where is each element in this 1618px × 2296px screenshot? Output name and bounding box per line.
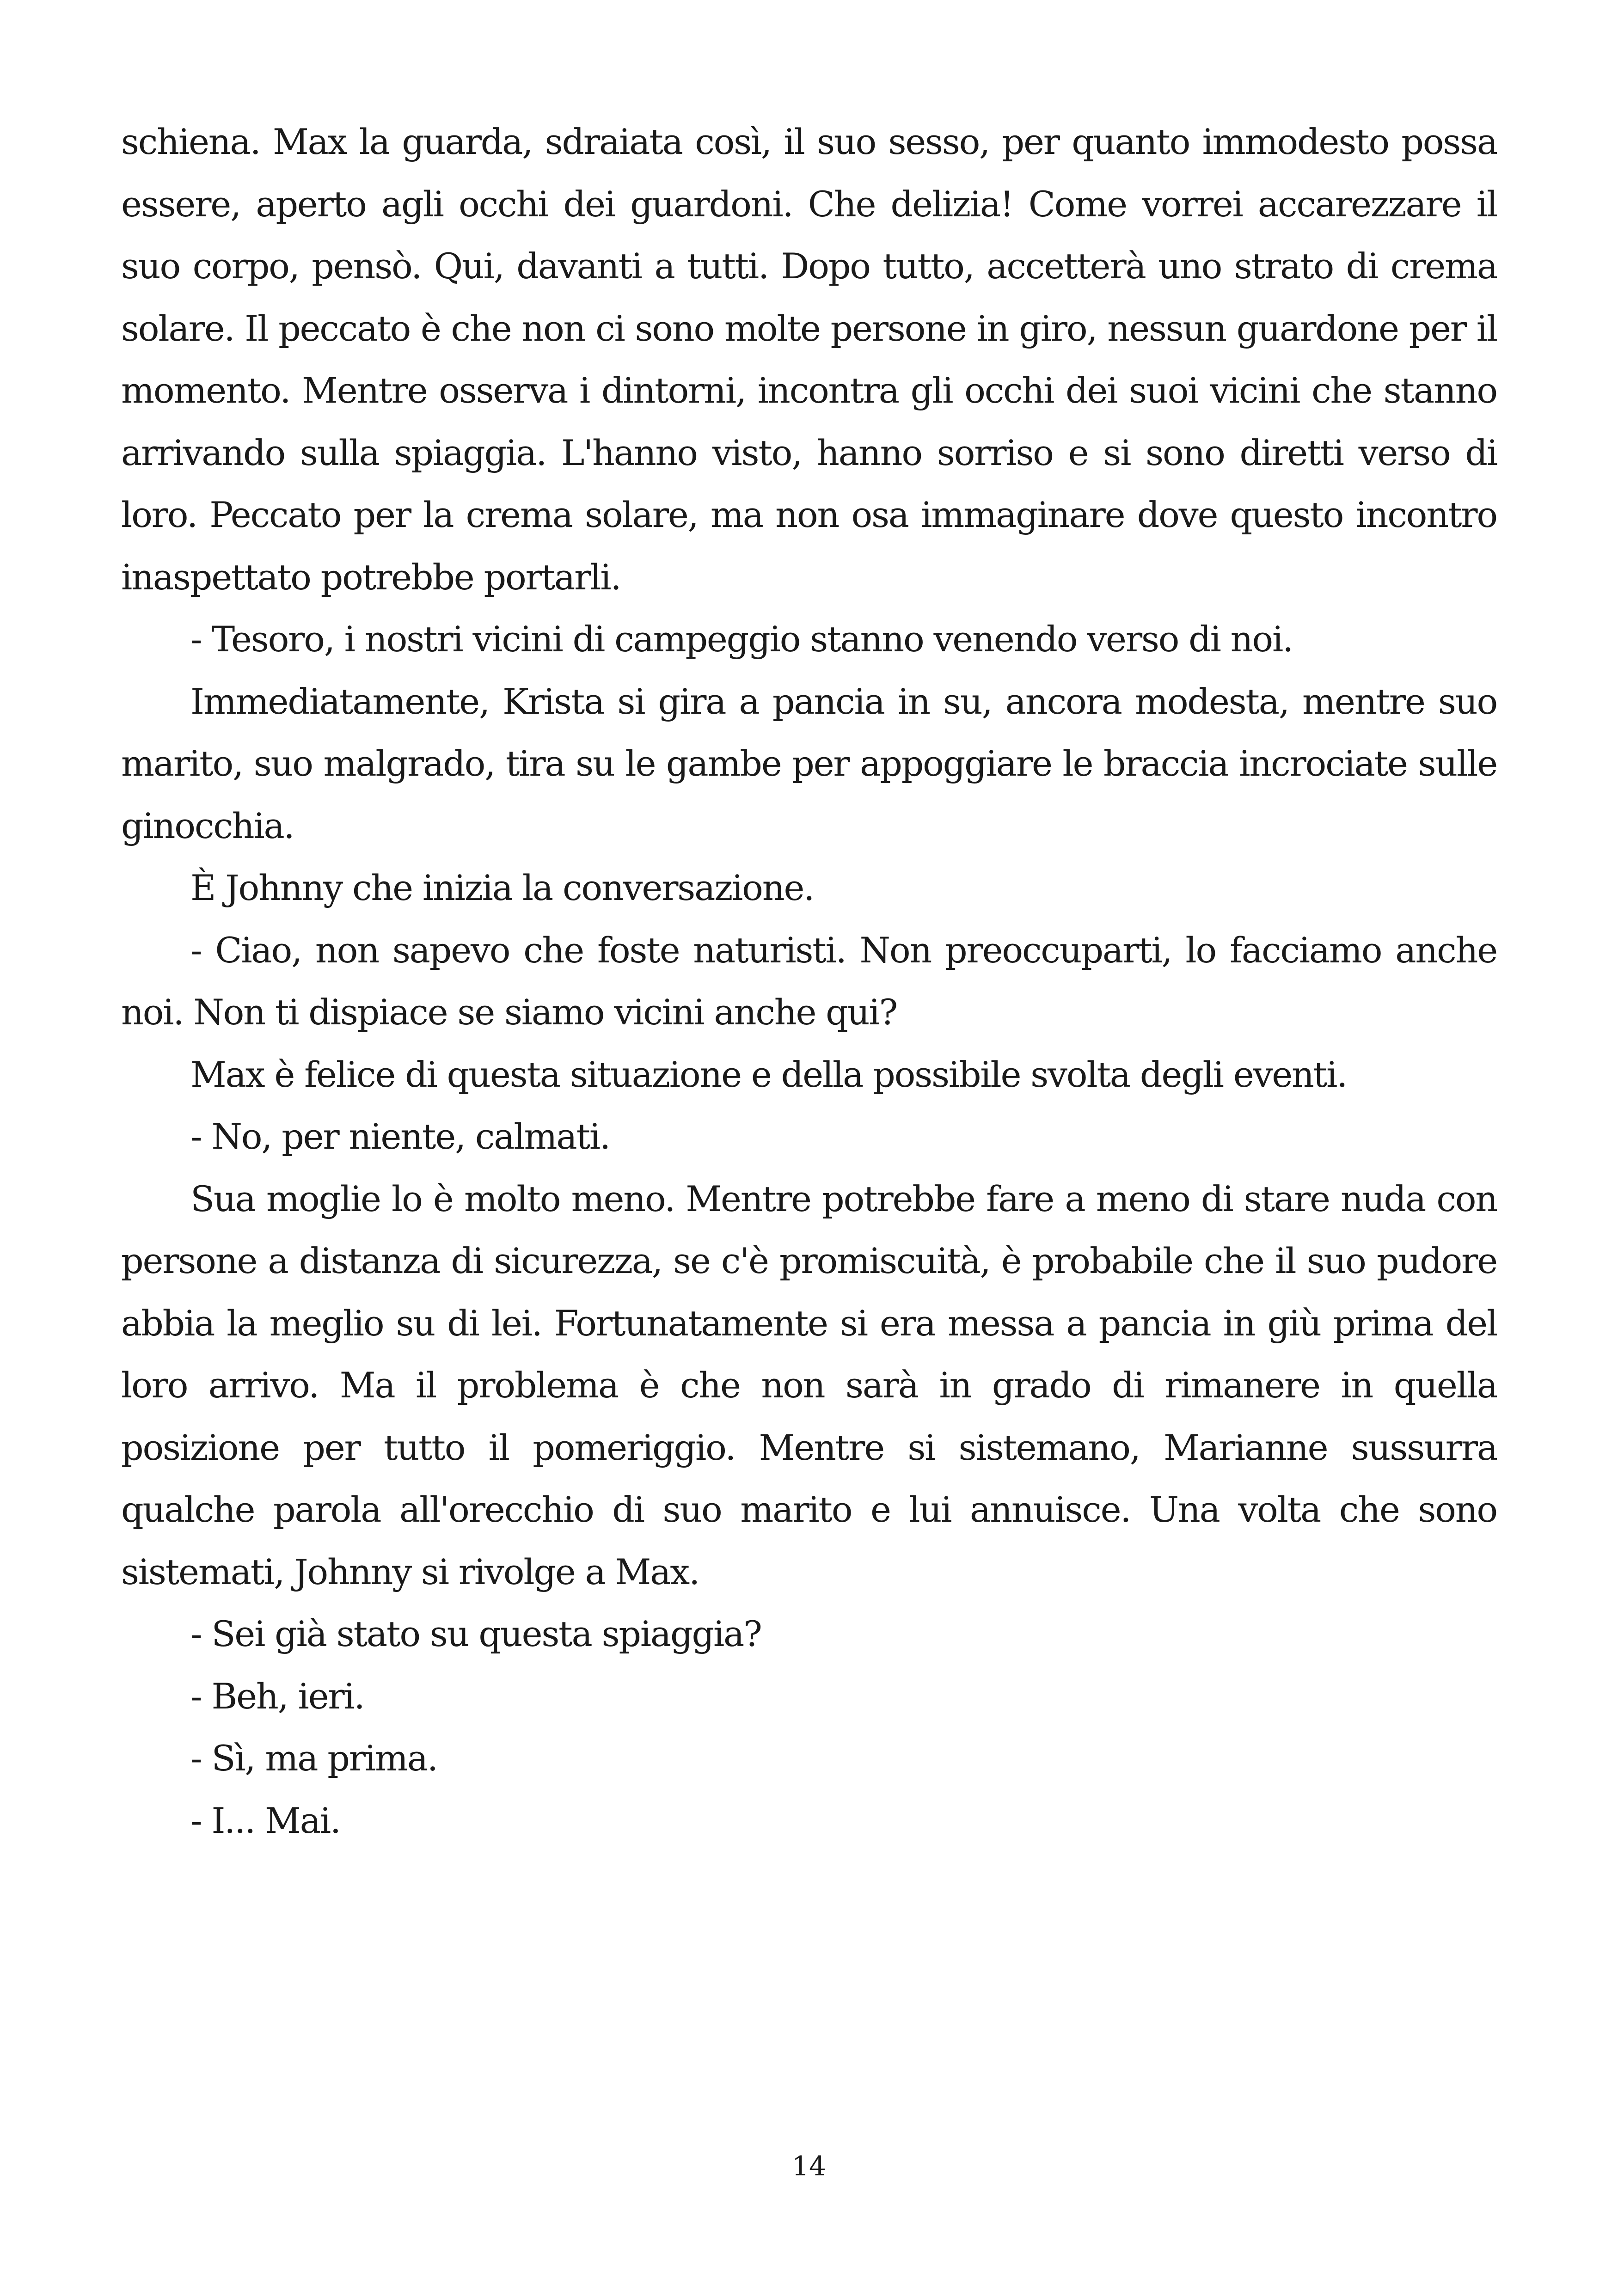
paragraph: Sua moglie lo è molto meno. Mentre potrebbe fare a meno di stare nuda con persone a distanza di sicurezza, se c'è promiscuità, è probabile che il suo pudore abbia la meglio su di lei. Fortunatamente si era messa a pancia in giù prima del loro arrivo. Ma il problema è che non sarà in grado di rimanere in quella posizione per tutto il pomeriggio. Mentre si sistemano, Marianne sussurra qualche parola all'orecchio di suo marito e lui annuisce. Una volta che sono sistemati, Johnny si rivolge a Max. <box>121 1178 1497 1592</box>
page-body <box>121 111 1497 1852</box>
paragraph: Immediatamente, Krista si gira a pancia in su, ancora modesta, mentre suo marito, suo malgrado, tira su le gambe per appoggiare le braccia incrociate sulle ginocchia. <box>121 680 1497 846</box>
paragraph: - Sei già stato su questa spiaggia? <box>190 1613 761 1654</box>
paragraph: - No, per niente, calmati. <box>190 1116 610 1157</box>
paragraph: - Tesoro, i nostri vicini di campeggio stanno venendo verso di noi. <box>190 618 1293 660</box>
paragraph: schiena. Max la guarda, sdraiata così, il suo sesso, per quanto immodesto possa essere, aperto agli occhi dei guardoni. Che delizia! Come vorrei accarezzare il suo corpo, pensò. Qui, davanti a tutti. Dopo tutto, accetterà uno strato di crema solare. Il peccato è che non ci sono molte persone in giro, nessun guardone per il momento. Mentre osserva i dintorni, incontra gli occhi dei suoi vicini che stanno arrivando sulla spiaggia. L'hanno visto, hanno sorriso e si sono diretti verso di loro. Peccato per la crema solare, ma non osa immaginare dove questo incontro inaspettato potrebbe portarli. <box>121 121 1497 598</box>
paragraph: È Johnny che inizia la conversazione. <box>190 867 814 908</box>
paragraph: - Beh, ieri. <box>190 1675 364 1717</box>
paragraph: - Sì, ma prima. <box>190 1738 437 1779</box>
paragraph: Max è felice di questa situazione e della possibile svolta degli eventi. <box>190 1053 1347 1095</box>
page-number: 14 <box>792 2150 826 2182</box>
paragraph: - I... Mai. <box>190 1800 340 1841</box>
paragraph: - Ciao, non sapevo che foste naturisti. Non preoccuparti, lo facciamo anche noi. Non ti dispiace se siamo vicini anche qui? <box>121 929 1497 1033</box>
